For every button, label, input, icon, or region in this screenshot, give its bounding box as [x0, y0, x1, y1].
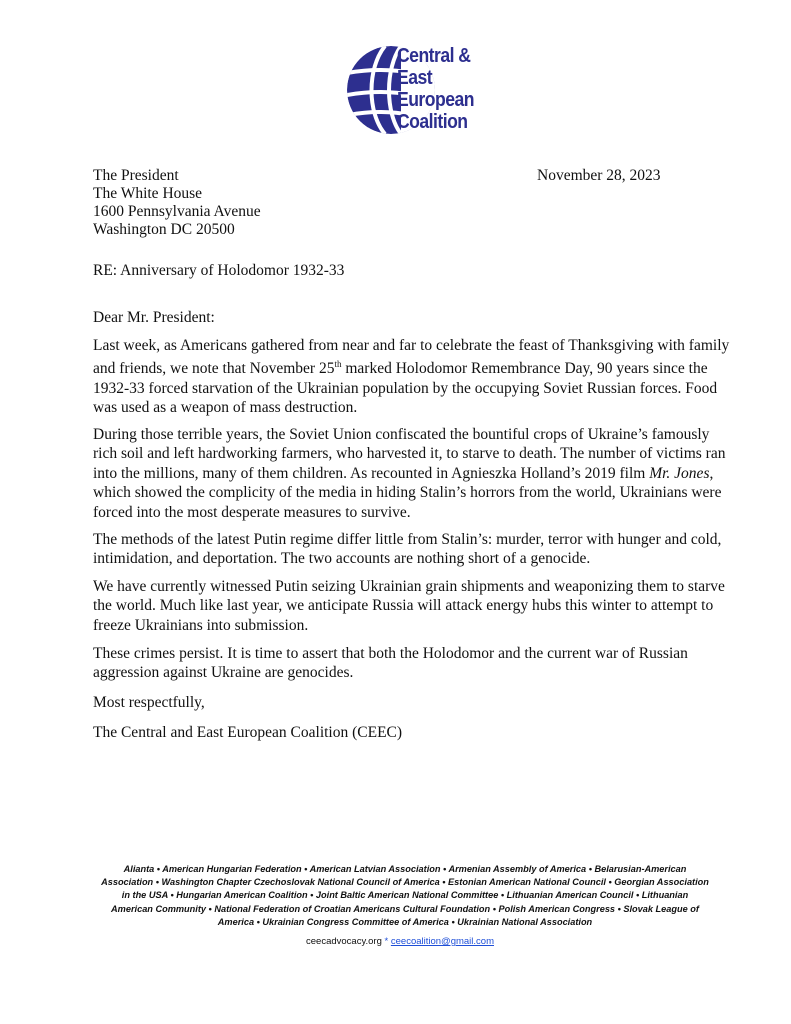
member-line: American Community • National Federation of Croatian Americans Cultural Foundation • Polish American Congress • Slovak League of	[111, 903, 699, 914]
film-title: Mr. Jones	[649, 464, 710, 482]
text-line: These crimes persist. It is time to assert that both the Holodomor and the current war of Russian	[93, 645, 688, 662]
text-line: We have currently witnessed Putin seizing Ukrainian grain shipments and weaponizing them to starve	[93, 578, 725, 595]
text-line: freeze Ukrainians into submission.	[93, 616, 309, 634]
paragraph-2	[93, 425, 726, 522]
paragraph-4	[93, 577, 725, 635]
member-organizations	[80, 863, 730, 929]
text-line: the world. Much like last year, we anticipate Russia will attack energy hubs this winter to attempt to	[93, 597, 714, 615]
logo-line: East	[397, 67, 433, 89]
text-line: The methods of the latest Putin regime differ little from Stalin’s: murder, terror with hunger and cold,	[93, 531, 722, 548]
letter-date: November 28, 2023	[537, 167, 661, 184]
address-line: Washington DC 20500	[93, 221, 235, 238]
email-link[interactable]: ceecoalition@gmail.com	[390, 936, 494, 947]
ceec-logo	[345, 43, 480, 143]
text-line	[93, 355, 718, 379]
signature: The Central and East European Coalition (CEEC)	[93, 724, 403, 741]
logo-line: Coalition	[397, 111, 468, 133]
text-line: aggression against Ukraine are genocides.	[93, 664, 354, 682]
text-line: 1932-33 forced starvation of the Ukrainian population by the occupying Soviet Russian forces. Food	[93, 379, 718, 397]
text-segment: marked Holodomor Remembrance Day, 90 years since the	[341, 360, 708, 378]
contact-line	[0, 936, 791, 947]
text-line: forced into the most desperate measures to survive.	[93, 503, 411, 521]
text-line	[93, 464, 718, 483]
paragraph-3	[93, 530, 722, 569]
logo-line: Central &	[397, 45, 471, 67]
logo-wordmark	[397, 45, 487, 133]
text-line: During those terrible years, the Soviet Union confiscated the bountiful crops of Ukraine’s famously	[93, 426, 710, 443]
address-line: The White House	[93, 185, 203, 202]
member-line: in the USA • Hungarian American Coalition • Joint Baltic American National Committee • Lithuanian American Council • Lithuanian	[121, 890, 689, 901]
ordinal-suffix: th	[334, 359, 342, 370]
closing: Most respectfully,	[93, 694, 205, 711]
address-line: 1600 Pennsylvania Avenue	[93, 203, 261, 220]
paragraph-1	[93, 336, 730, 418]
recipient-address	[93, 167, 261, 239]
separator: *	[384, 936, 389, 947]
salutation: Dear Mr. President:	[93, 309, 215, 326]
text-line: which showed the complicity of the media in hiding Stalin’s horrors from the world, Ukrainians were	[93, 484, 722, 502]
text-line: rich soil and left hardworking farmers, who harvested it, to starve to death. The number of victims ran	[93, 445, 726, 463]
text-segment: ,	[709, 464, 714, 482]
address-line: The President	[93, 167, 179, 184]
text-segment: into the millions, many of them children. As recounted in Agnieszka Holland’s 2019 film	[93, 464, 650, 482]
paragraph-5	[93, 644, 718, 683]
member-line: America • Ukrainian Congress Committee of America • Ukrainian National Association	[217, 916, 593, 927]
member-line: Alianta • American Hungarian Federation • American Latvian Association • Armenian Assembly of America • Belarusian-American	[123, 864, 687, 874]
member-line: Association • Washington Chapter Czechoslovak National Council of America • Estonian American National Council • Georgian Association	[101, 877, 709, 888]
text-line: was used as a weapon of mass destruction.	[93, 399, 358, 417]
text-segment: and friends, we note that November 25	[93, 360, 335, 378]
text-line: intimidation, and deportation. The two accounts are nothing short of a genocide.	[93, 550, 591, 568]
text-line: Last week, as Americans gathered from near and far to celebrate the feast of Thanksgiving with family	[93, 337, 730, 354]
subject-line: RE: Anniversary of Holodomor 1932-33	[93, 262, 345, 279]
website-text: ceecadvocacy.org	[306, 936, 382, 947]
logo-line: European	[397, 89, 474, 111]
